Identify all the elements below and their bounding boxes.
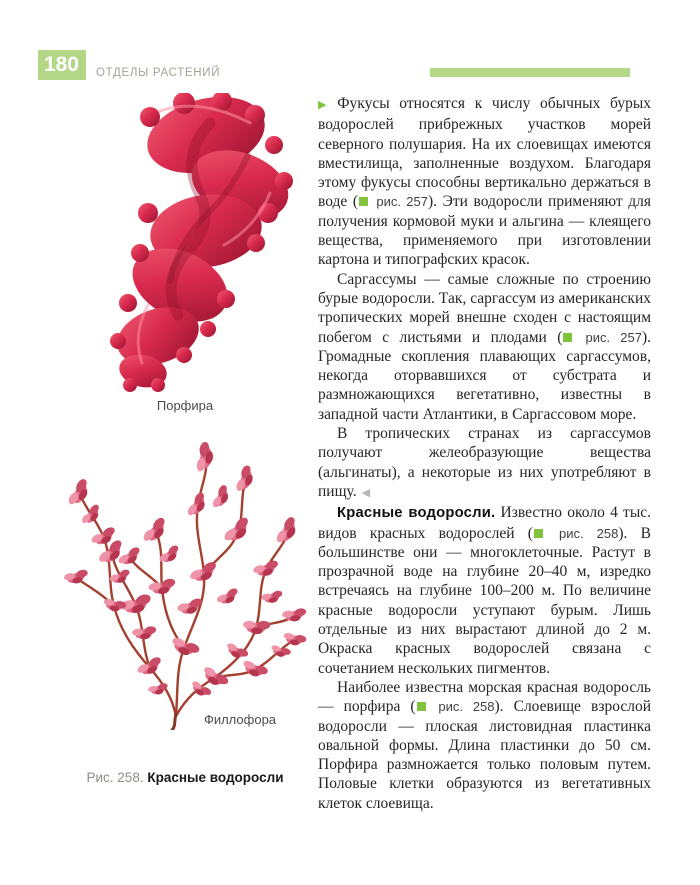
figure-caption-title: Красные водоросли [147, 770, 284, 785]
paragraph: Наиболее известна морская красная водоросль — порфира ( рис. 258). Слоевище взрослой водоросли — плоская листовидная пластинка овальной формы. Длина пластинки до 50 см. Порфира размножается только половым путем. Половые клетки образуются из вегетативных клеток слоевища. [318, 678, 651, 812]
page-number-badge: 180 [38, 50, 86, 80]
figure-reference: рис. 257 [358, 194, 428, 209]
paragraph: В тропических странах из саргассумов получают желеобразующие вещества (альгинаты), а некоторые из них употребляют в пищу. ◀ [318, 425, 651, 500]
figure-reference: рис. 257 [562, 330, 642, 345]
figure-caption [50, 770, 320, 785]
paragraph-end-icon: ◀ [361, 486, 371, 499]
porphyra-illustration [88, 93, 300, 393]
figure-reference: рис. 258 [533, 526, 618, 541]
paragraph: ▶ Фукусы относятся к числу обычных бурых водорослей прибрежных участков морей северного полушария. На их слоевищах имеются вместилища, заполненные воздухом. Благодаря этому фукусы способны вертикально держаться в воде ( рис. 257). Эти водоросли применяют для получения кормовой муки и альгина — клеящего вещества, применяемого при изготовлении картона и типографских красок. [318, 95, 651, 269]
section-header: ОТДЕЛЫ РАСТЕНИЙ [96, 67, 221, 79]
figure-caption-prefix: Рис. 258. [86, 770, 144, 785]
porphyra-label: Порфира [156, 398, 214, 413]
figure-ref-square-icon [417, 702, 426, 711]
figure-ref-square-icon [359, 197, 368, 206]
paragraph: Саргассумы — самые сложные по строению бурые водоросли. Так, саргассум из американских тропических морей внешне сходен с настоящим побегом с листьями и плодами ( рис. 257). Громадные скопления плавающих саргассумов, некогда оторвавшихся от субстрата и размножающихся вегетативно, известны в западной части Атлантики, в Саргассовом море. [318, 270, 651, 423]
figure-ref-square-icon [534, 529, 543, 538]
phyllophora-illustration [58, 438, 316, 730]
text-column [318, 94, 651, 813]
figure-reference: рис. 258 [416, 699, 495, 714]
figure-ref-square-icon [563, 333, 572, 342]
paragraph: Красные водоросли. Известно около 4 тыс. видов красных водорослей ( рис. 258). В большинстве они — многоклеточные. Растут в прозрачной воде на глубине 20–40 м, изредко встречаясь на глубине 100–200 м. По величине красные водоросли уступают бурым. Лишь отдельные из них вырастают длиной до 2 м. Окраска красных водорослей связана с сочетанием нескольких пигментов. [318, 504, 651, 677]
phyllophora-label: Филлофора [203, 712, 277, 727]
top-accent-bar [430, 68, 630, 77]
key-term: Красные водоросли. [337, 505, 496, 522]
paragraph-start-icon: ▶ [318, 99, 333, 111]
